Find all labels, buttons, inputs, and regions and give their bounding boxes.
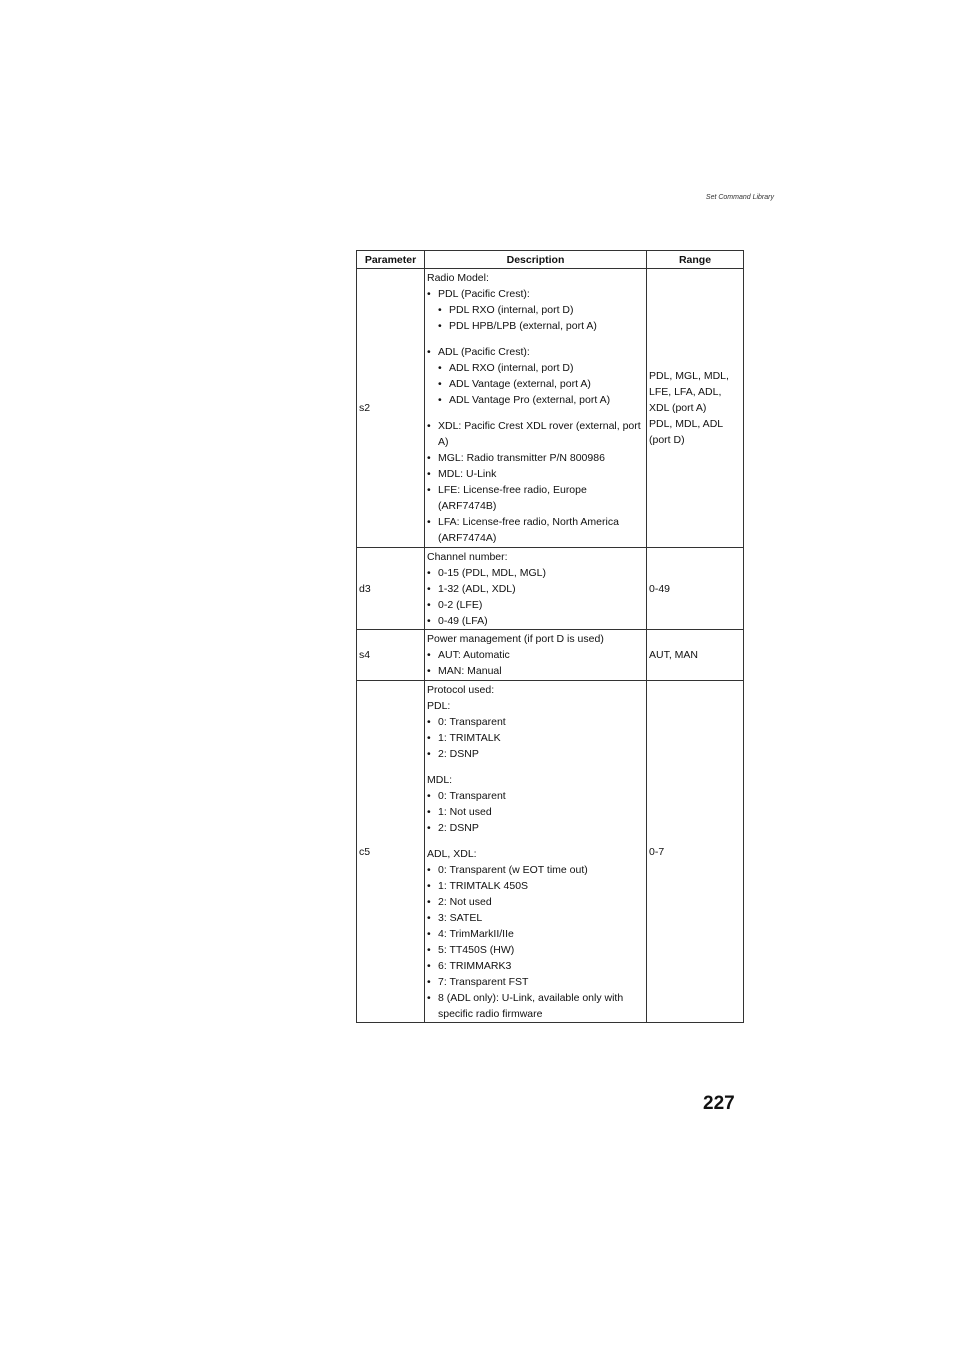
list-item: • MAN: Manual bbox=[427, 663, 644, 679]
list-item: • ADL Vantage (external, port A) bbox=[427, 376, 644, 392]
param-cell: s4 bbox=[357, 630, 425, 681]
table-row-c5 bbox=[357, 681, 744, 1023]
page-number: 227 bbox=[703, 1093, 735, 1114]
section-label: MDL: bbox=[427, 773, 453, 786]
list-item: • ADL Vantage Pro (external, port A) bbox=[427, 392, 644, 408]
bullet-list bbox=[427, 862, 644, 1022]
section-label: ADL, XDL: bbox=[427, 847, 477, 860]
list-item: • 1: Not used bbox=[427, 804, 644, 820]
list-item: • 0: Transparent bbox=[427, 788, 644, 804]
range-value: PDL, MGL, MDL, LFE, LFA, ADL, XDL (port A) bbox=[649, 370, 729, 414]
bullet-list bbox=[427, 788, 644, 836]
list-item: • 0-49 (LFA) bbox=[427, 613, 644, 629]
bullet-list bbox=[427, 714, 644, 762]
list-item: • 7: Transparent FST bbox=[427, 974, 644, 990]
section-label: PDL: bbox=[427, 699, 451, 712]
list-item: • PDL (Pacific Crest): bbox=[427, 286, 644, 302]
list-item: • MGL: Radio transmitter P/N 800986 bbox=[427, 450, 644, 466]
list-item: • 0-15 (PDL, MDL, MGL) bbox=[427, 565, 644, 581]
range-value: PDL, MDL, ADL (port D) bbox=[649, 418, 723, 446]
param-cell: d3 bbox=[357, 548, 425, 630]
table-row-d3 bbox=[357, 548, 744, 630]
list-item: • XDL: Pacific Crest XDL rover (external, port A) bbox=[427, 418, 644, 450]
list-item: • LFA: License-free radio, North America (ARF7474A) bbox=[427, 514, 644, 546]
range-cell: AUT, MAN bbox=[647, 630, 744, 681]
list-item: • 4: TrimMarkII/IIe bbox=[427, 926, 644, 942]
list-item: • 0: Transparent bbox=[427, 714, 644, 730]
bullet-list bbox=[427, 418, 644, 546]
list-item: • 1: TRIMTALK 450S bbox=[427, 878, 644, 894]
param-cell: c5 bbox=[357, 681, 425, 1023]
bullet-list bbox=[427, 344, 644, 360]
list-item: • AUT: Automatic bbox=[427, 647, 644, 663]
list-item: • 1: TRIMTALK bbox=[427, 730, 644, 746]
list-item: • 5: TT450S (HW) bbox=[427, 942, 644, 958]
description-cell bbox=[425, 548, 647, 630]
description-intro: Protocol used: bbox=[427, 683, 495, 696]
running-header: Set Command Library bbox=[705, 194, 774, 201]
parameter-table bbox=[356, 250, 744, 1023]
list-item: • LFE: License-free radio, Europe (ARF7474B) bbox=[427, 482, 644, 514]
description-intro: Radio Model: bbox=[427, 272, 489, 284]
list-item: • 1-32 (ADL, XDL) bbox=[427, 581, 644, 597]
list-item: • ADL RXO (internal, port D) bbox=[427, 360, 644, 376]
description-cell bbox=[425, 630, 647, 681]
column-header-description: Description bbox=[425, 251, 647, 269]
list-item: • 8 (ADL only): U-Link, available only with specific radio firmware bbox=[427, 990, 644, 1022]
column-header-range: Range bbox=[647, 251, 744, 269]
list-item: • MDL: U-Link bbox=[427, 466, 644, 482]
column-header-parameter: Parameter bbox=[357, 251, 425, 269]
bullet-list bbox=[427, 565, 644, 629]
sub-bullet-list bbox=[427, 360, 644, 408]
table-row-s4 bbox=[357, 630, 744, 681]
bullet-list bbox=[427, 647, 644, 679]
range-cell: 0-7 bbox=[647, 681, 744, 1023]
list-item: • ADL (Pacific Crest): bbox=[427, 344, 644, 360]
bullet-list bbox=[427, 286, 644, 302]
description-intro: Power management (if port D is used) bbox=[427, 633, 604, 645]
description-intro: Channel number: bbox=[427, 550, 508, 563]
list-item: • 6: TRIMMARK3 bbox=[427, 958, 644, 974]
description-cell bbox=[425, 269, 647, 548]
list-item: • PDL HPB/LPB (external, port A) bbox=[427, 318, 644, 334]
description-cell bbox=[425, 681, 647, 1023]
table-header-row bbox=[357, 251, 744, 269]
list-item: • 2: DSNP bbox=[427, 746, 644, 762]
param-cell: s2 bbox=[357, 269, 425, 548]
sub-bullet-list bbox=[427, 302, 644, 334]
list-item: • PDL RXO (internal, port D) bbox=[427, 302, 644, 318]
list-item: • 3: SATEL bbox=[427, 910, 644, 926]
list-item: • 2: DSNP bbox=[427, 820, 644, 836]
range-cell bbox=[647, 269, 744, 548]
range-cell: 0-49 bbox=[647, 548, 744, 630]
table-row-s2 bbox=[357, 269, 744, 548]
list-item: • 0: Transparent (w EOT time out) bbox=[427, 862, 644, 878]
list-item: • 2: Not used bbox=[427, 894, 644, 910]
list-item: • 0-2 (LFE) bbox=[427, 597, 644, 613]
